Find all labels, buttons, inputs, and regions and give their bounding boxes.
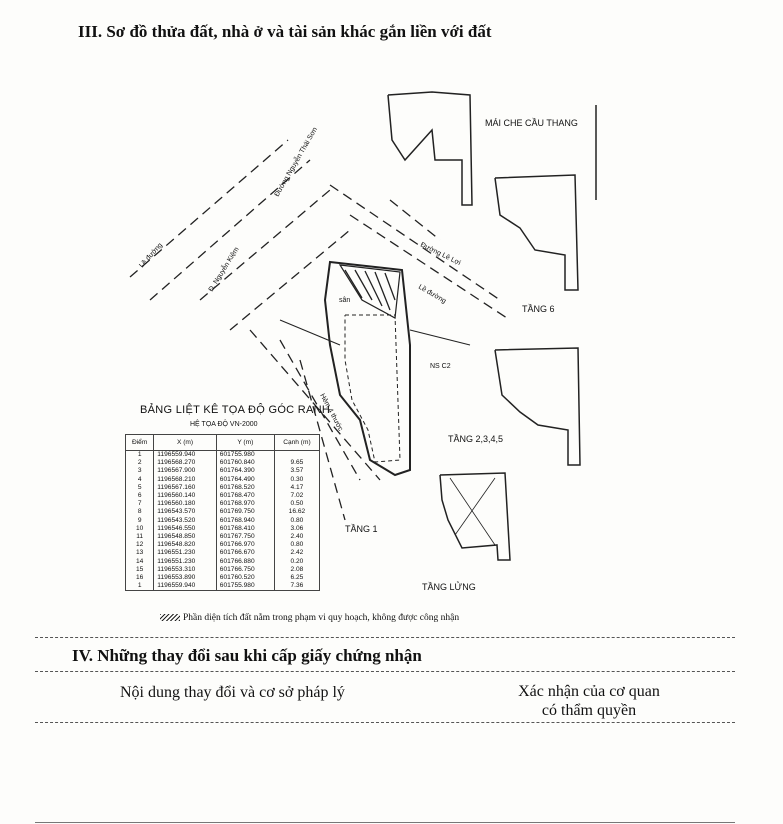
coord-cell-diem: 1 xyxy=(126,582,154,591)
authority-column-header xyxy=(500,682,678,720)
street-label: Đường Lê Lợi xyxy=(419,241,462,268)
coord-row xyxy=(126,582,320,591)
floor-1-label: TẦNG 1 xyxy=(345,524,378,534)
coord-row xyxy=(126,459,320,467)
coord-cell-x: 1196568.210 xyxy=(154,476,216,484)
coord-row xyxy=(126,484,320,492)
coord-cell-y: 601766.750 xyxy=(216,566,274,574)
coord-cell-y: 601764.390 xyxy=(216,467,274,475)
authority-line-1: Xác nhận của cơ quan xyxy=(518,683,660,700)
coord-cell-x: 1196543.520 xyxy=(154,517,216,525)
coord-cell-y: 601768.470 xyxy=(216,492,274,500)
coord-row xyxy=(126,492,320,500)
coord-row xyxy=(126,549,320,557)
coord-cell-y: 601755.980 xyxy=(216,451,274,460)
coord-row xyxy=(126,525,320,533)
tang-6-label: TẦNG 6 xyxy=(522,304,555,314)
coord-cell-y: 601769.750 xyxy=(216,508,274,516)
divider xyxy=(35,822,735,823)
coord-cell-diem: 7 xyxy=(126,500,154,508)
coord-cell-y: 601768.520 xyxy=(216,484,274,492)
street-label: Đường Nguyễn Thái Sơn xyxy=(273,126,320,198)
coord-cell-diem: 1 xyxy=(126,451,154,460)
header-x: X (m) xyxy=(154,435,216,451)
coord-cell-x: 1196551.230 xyxy=(154,549,216,557)
coord-cell-diem: 11 xyxy=(126,533,154,541)
coord-cell-y: 601760.840 xyxy=(216,459,274,467)
coord-row xyxy=(126,574,320,582)
section-4-title: IV. Những thay đổi sau khi cấp giấy chứng nhận xyxy=(72,646,422,665)
header-diem: Điểm xyxy=(126,435,154,451)
coord-row xyxy=(126,566,320,574)
coord-cell-y: 601768.410 xyxy=(216,525,274,533)
coord-table-subtitle: HỆ TỌA ĐỘ VN-2000 xyxy=(190,421,258,428)
coord-row xyxy=(126,500,320,508)
coord-cell-canh: 2.08 xyxy=(274,566,319,574)
tang-2345-label: TẦNG 2,3,4,5 xyxy=(448,434,504,444)
coord-cell-canh: 4.17 xyxy=(274,484,319,492)
coord-cell-canh: 0.80 xyxy=(274,541,319,549)
coord-cell-canh: 0.30 xyxy=(274,476,319,484)
coord-row xyxy=(126,476,320,484)
coord-cell-canh: 7.02 xyxy=(274,492,319,500)
coord-row xyxy=(126,533,320,541)
coord-cell-x: 1196559.940 xyxy=(154,451,216,460)
street-label: Lề đường xyxy=(138,241,165,270)
coord-row xyxy=(126,558,320,566)
header-y: Y (m) xyxy=(216,435,274,451)
coord-cell-x: 1196553.310 xyxy=(154,566,216,574)
coord-cell-canh: 9.65 xyxy=(274,459,319,467)
coord-cell-x: 1196548.820 xyxy=(154,541,216,549)
coord-cell-canh: 3.06 xyxy=(274,525,319,533)
coord-cell-diem: 3 xyxy=(126,467,154,475)
authority-line-2: có thẩm quyền xyxy=(541,702,637,719)
mai-che-label: MÁI CHE CẦU THANG xyxy=(485,118,578,128)
coord-cell-canh: 0.80 xyxy=(274,517,319,525)
coord-cell-canh: 3.57 xyxy=(274,467,319,475)
hatch-swatch xyxy=(160,614,180,621)
coord-cell-x: 1196560.180 xyxy=(154,500,216,508)
coord-cell-diem: 8 xyxy=(126,508,154,516)
coord-row xyxy=(126,467,320,475)
coord-cell-x: 1196560.140 xyxy=(154,492,216,500)
street-label: Hẻm 4 thước xyxy=(318,392,344,433)
coord-cell-y: 601766.670 xyxy=(216,549,274,557)
coord-cell-x: 1196559.940 xyxy=(154,582,216,591)
coord-cell-y: 601766.970 xyxy=(216,541,274,549)
coord-table-title: BẢNG LIỆT KÊ TỌA ĐỘ GÓC RANH xyxy=(140,404,331,416)
coord-cell-x: 1196551.230 xyxy=(154,558,216,566)
coord-row xyxy=(126,451,320,460)
yard-label: sân xyxy=(339,297,351,304)
coord-cell-canh: 0.20 xyxy=(274,558,319,566)
coord-cell-canh: 6.25 xyxy=(274,574,319,582)
coord-cell-diem: 5 xyxy=(126,484,154,492)
coord-cell-y: 601768.970 xyxy=(216,500,274,508)
tang-lung-label: TẦNG LỬNG xyxy=(422,582,476,592)
coord-cell-diem: 4 xyxy=(126,476,154,484)
coord-cell-y: 601766.880 xyxy=(216,558,274,566)
coord-cell-y: 601755.980 xyxy=(216,582,274,591)
coord-cell-canh: 7.36 xyxy=(274,582,319,591)
coord-cell-x: 1196568.270 xyxy=(154,459,216,467)
coord-cell-diem: 14 xyxy=(126,558,154,566)
coord-cell-x: 1196543.570 xyxy=(154,508,216,516)
legend-note xyxy=(160,613,459,623)
coord-cell-canh xyxy=(274,451,319,460)
coord-cell-canh: 0.50 xyxy=(274,500,319,508)
tang-6-plan xyxy=(495,175,578,290)
coord-cell-y: 601760.520 xyxy=(216,574,274,582)
divider xyxy=(35,671,735,672)
coord-cell-diem: 13 xyxy=(126,549,154,557)
coord-row xyxy=(126,541,320,549)
coord-cell-x: 1196548.850 xyxy=(154,533,216,541)
tang-2345-plan xyxy=(495,348,580,465)
changes-column-header: Nội dung thay đổi và cơ sở pháp lý xyxy=(120,684,345,701)
coord-row xyxy=(126,517,320,525)
header-canh: Cạnh (m) xyxy=(274,435,319,451)
road-edge-line xyxy=(390,200,440,240)
coord-cell-diem: 15 xyxy=(126,566,154,574)
road-edge-line xyxy=(230,230,350,330)
street-label: Đ. Nguyễn Kiệm xyxy=(207,246,241,294)
divider xyxy=(35,722,735,723)
coord-cell-diem: 10 xyxy=(126,525,154,533)
coord-cell-canh: 16.62 xyxy=(274,508,319,516)
legend-note-text: Phần diện tích đất nằm trong phạm vi quy hoạch, không được công nhận xyxy=(183,613,460,623)
coord-cell-canh: 2.40 xyxy=(274,533,319,541)
section-3-title: III. Sơ đồ thửa đất, nhà ở và tài sản khác gắn liền với đất xyxy=(78,22,492,41)
coord-cell-diem: 6 xyxy=(126,492,154,500)
coord-cell-x: 1196553.890 xyxy=(154,574,216,582)
coord-cell-x: 1196546.550 xyxy=(154,525,216,533)
coord-row xyxy=(126,508,320,516)
coord-cell-x: 1196567.900 xyxy=(154,467,216,475)
coord-cell-diem: 16 xyxy=(126,574,154,582)
tang-lung-plan xyxy=(440,473,510,560)
coord-cell-y: 601764.490 xyxy=(216,476,274,484)
coord-table-body xyxy=(126,451,320,591)
excluded-area xyxy=(340,265,400,318)
coord-cell-y: 601767.750 xyxy=(216,533,274,541)
coord-cell-canh: 2.42 xyxy=(274,549,319,557)
coord-cell-diem: 2 xyxy=(126,459,154,467)
coord-cell-diem: 9 xyxy=(126,517,154,525)
ns-label: NS C2 xyxy=(430,363,451,370)
coord-cell-x: 1196567.160 xyxy=(154,484,216,492)
road-edge-line xyxy=(330,185,500,300)
street-label: Lề đường xyxy=(417,283,448,306)
coord-cell-y: 601768.940 xyxy=(216,517,274,525)
divider xyxy=(35,637,735,638)
mai-che-plan xyxy=(388,92,472,205)
coord-cell-diem: 12 xyxy=(126,541,154,549)
coord-table xyxy=(125,434,320,591)
